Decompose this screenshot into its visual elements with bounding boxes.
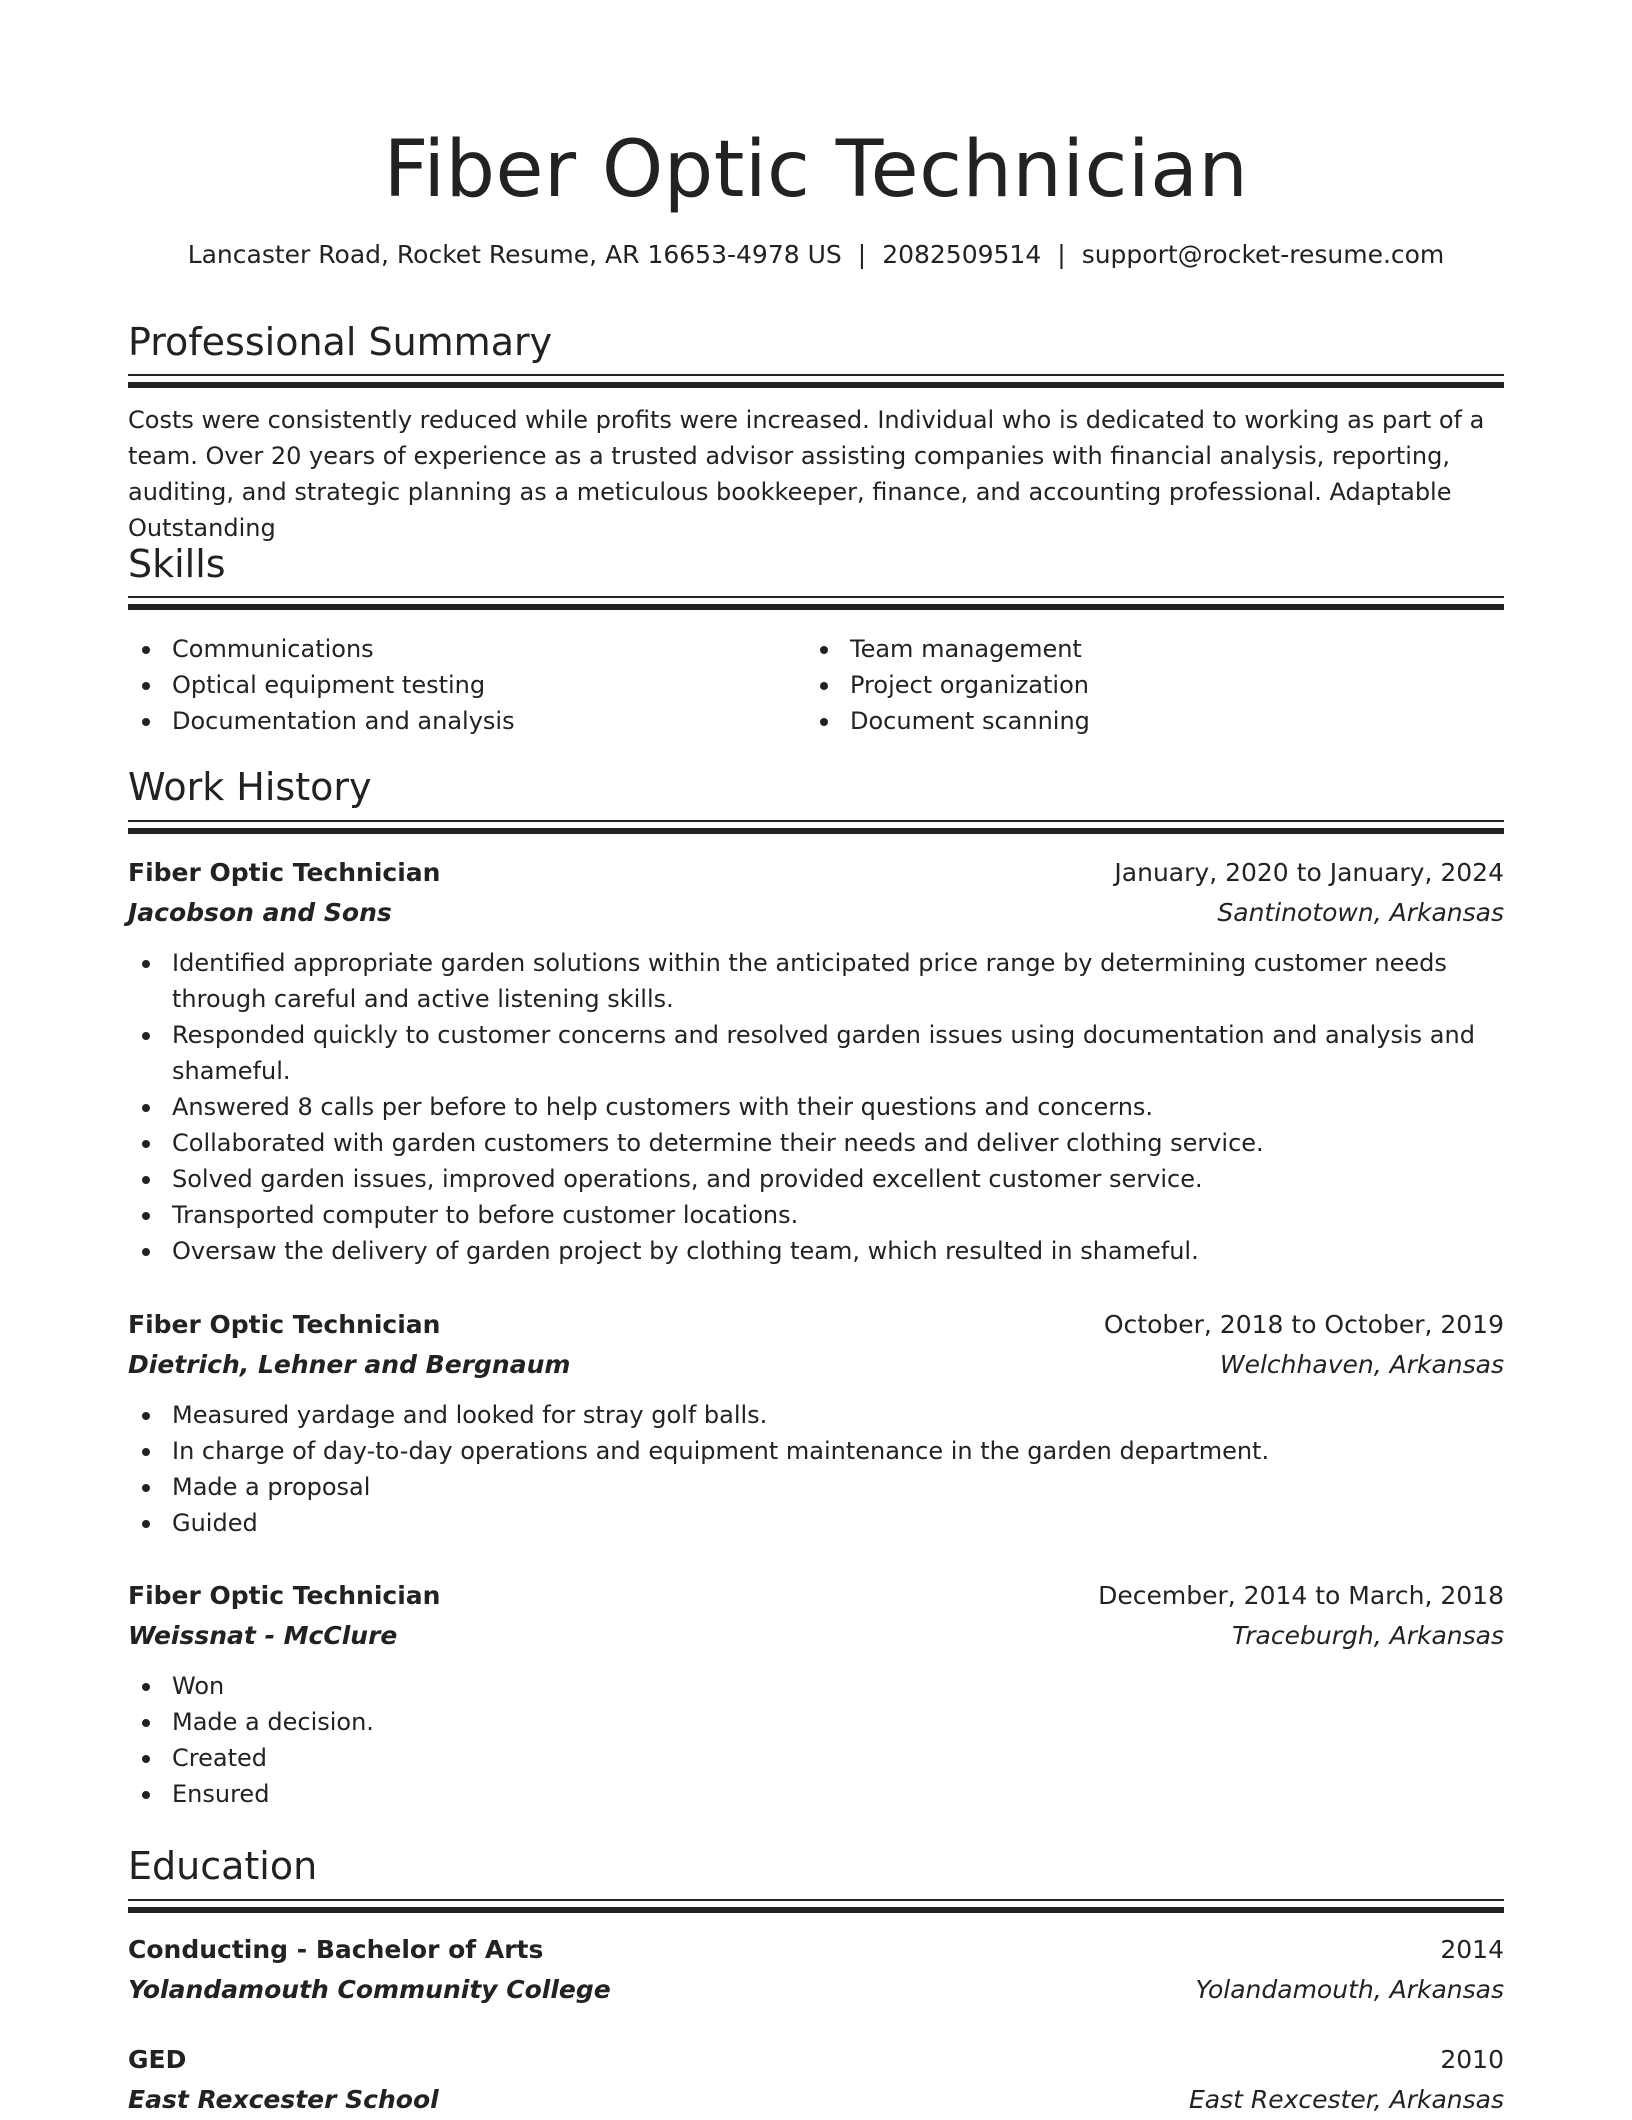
school-location: Yolandamouth, Arkansas [1195,1975,1504,2004]
company-name: Dietrich, Lehner and Bergnaum [128,1350,571,1379]
resume-name: Fiber Optic Technician [383,125,1249,215]
job-location: Traceburgh, Arkansas [1231,1621,1504,1650]
section-divider [128,374,1504,388]
contact-address: Lancaster Road, Rocket Resume, AR 16653-4978 US [187,240,842,269]
job-bullet: Created [128,1740,1504,1776]
job-dates: January, 2020 to January, 2024 [1114,858,1504,887]
skill-item: Project organization [806,667,1466,703]
graduation-year: 2014 [1440,1935,1504,1964]
job-location: Santinotown, Arkansas [1217,898,1504,927]
skills-list-left [128,631,788,739]
job-bullet: Guided [128,1505,1504,1541]
section-divider [128,596,1504,610]
job-bullet: Oversaw the delivery of garden project by clothing team, which resulted in shameful. [128,1233,1504,1269]
job-bullet: Answered 8 calls per before to help customers with their questions and concerns. [128,1089,1504,1125]
degree: Conducting - Bachelor of Arts [128,1935,544,1964]
job-bullet: Ensured [128,1776,1504,1812]
job-bullet: Collaborated with garden customers to determine their needs and deliver clothing service. [128,1125,1504,1161]
job-bullet: Made a proposal [128,1469,1504,1505]
skill-item: Optical equipment testing [128,667,788,703]
school-name: Yolandamouth Community College [128,1975,611,2004]
contact-separator: | [1057,240,1066,269]
degree: GED [128,2045,187,2074]
job-bullet: Responded quickly to customer concerns and resolved garden issues using documentation and analysis and shameful. [128,1017,1504,1089]
company-name: Jacobson and Sons [128,898,392,927]
contact-email[interactable]: support@rocket-resume.com [1081,240,1445,269]
skills-heading: Skills [128,542,226,586]
job-entry [128,1576,1504,1812]
job-bullet: Solved garden issues, improved operations, and provided excellent customer service. [128,1161,1504,1197]
job-location: Welchhaven, Arkansas [1219,1350,1504,1379]
job-bullet: Transported computer to before customer locations. [128,1197,1504,1233]
education-heading: Education [128,1844,318,1888]
job-bullets [128,1397,1504,1541]
summary-text: Costs were consistently reduced while profits were increased. Individual who is dedicated to working as part of a team. Over 20 years of experience as a trusted advisor assisting companies with financial analysis, reporting, auditing, and strategic planning as a meticulous bookkeeper, finance, and accounting professional. Adaptable Outstanding [128,406,1485,542]
section-divider [128,820,1504,834]
skill-item: Documentation and analysis [128,703,788,739]
company-name: Weissnat - McClure [128,1621,398,1650]
job-bullets [128,945,1504,1269]
job-dates: October, 2018 to October, 2019 [1103,1310,1504,1339]
job-bullet: Won [128,1668,1504,1704]
skill-item: Communications [128,631,788,667]
contact-separator: | [857,240,867,269]
job-bullet: Measured yardage and looked for stray golf balls. [128,1397,1504,1433]
school-location: East Rexcester, Arkansas [1188,2085,1504,2114]
contact-line [128,238,1504,272]
job-entry [128,853,1504,1269]
job-title: Fiber Optic Technician [128,1310,441,1339]
skill-item: Document scanning [806,703,1466,739]
graduation-year: 2010 [1440,2045,1504,2074]
work-heading: Work History [128,765,372,809]
contact-phone: 2082509514 [882,240,1042,269]
education-entry [128,2040,1504,2120]
skills-list-right [806,631,1466,739]
summary-heading: Professional Summary [128,320,553,364]
job-bullets [128,1668,1504,1812]
school-name: East Rexcester School [128,2085,439,2114]
skill-item: Team management [806,631,1466,667]
section-divider [128,1899,1504,1913]
job-title: Fiber Optic Technician [128,858,441,887]
education-entry [128,1930,1504,2010]
job-dates: December, 2014 to March, 2018 [1098,1581,1504,1610]
job-entry [128,1305,1504,1541]
job-bullet: In charge of day-to-day operations and equipment maintenance in the garden department. [128,1433,1504,1469]
job-bullet: Identified appropriate garden solutions within the anticipated price range by determining customer needs through careful and active listening skills. [128,945,1504,1017]
job-title: Fiber Optic Technician [128,1581,441,1610]
job-bullet: Made a decision. [128,1704,1504,1740]
